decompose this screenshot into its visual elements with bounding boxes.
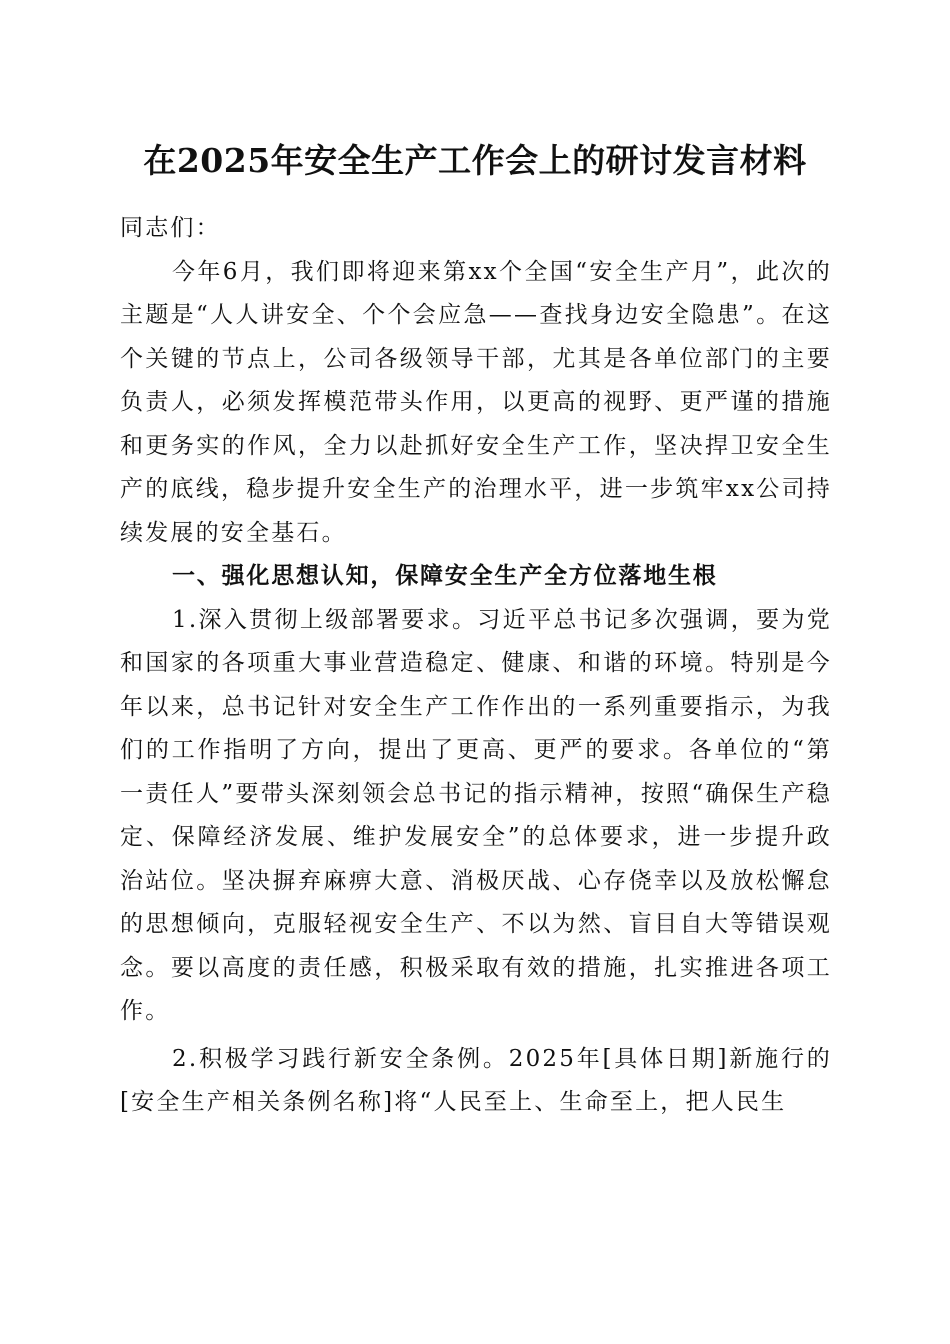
paragraph-1: 1.深入贯彻上级部署要求。习近平总书记多次强调，要为党和国家的各项重大事业营造稳定、健康、和谐的环境。特别是今年以来，总书记针对安全生产工作作出的一系列重要指示，为我们的工作指明了方向，提出了更高、更严的要求。各单位的“第一责任人”要带头深刻领会总书记的指示精神，按照“确保生产稳定、保障经济发展、维护发展安全”的总体要求，进一步提升政治站位。坚决摒弃麻痹大意、消极厌战、心存侥幸以及放松懈怠的思想倾向，克服轻视安全生产、不以为然、盲目自大等错误观念。要以高度的责任感，积极采取有效的措施，扎实推进各项工作。 bbox=[120, 606, 832, 1024]
section-heading: 一、强化思想认知，保障安全生产全方位落地生根 bbox=[172, 563, 718, 589]
document-title: 在2025年安全生产工作会上的研讨发言材料 bbox=[143, 141, 807, 180]
intro-paragraph: 今年6月，我们即将迎来第xx个全国“安全生产月”，此次的主题是“人人讲安全、个个会应急——查找身边安全隐患”。在这个关键的节点上，公司各级领导干部，尤其是各单位部门的主要负责人，必须发挥模范带头作用，以更高的视野、更严谨的措施和更务实的作风，全力以赴抓好安全生产工作，坚决捍卫安全生产的底线，稳步提升安全生产的治理水平，进一步筑牢xx公司持续发展的安全基石。 bbox=[120, 258, 832, 546]
paragraph-2: 2.积极学习践行新安全条例。2025年[具体日期]新施行的[安全生产相关条例名称]将“人民至上、生命至上，把人民生 bbox=[120, 1045, 832, 1115]
document-body bbox=[120, 207, 832, 1125]
salutation: 同志们： bbox=[120, 215, 221, 241]
